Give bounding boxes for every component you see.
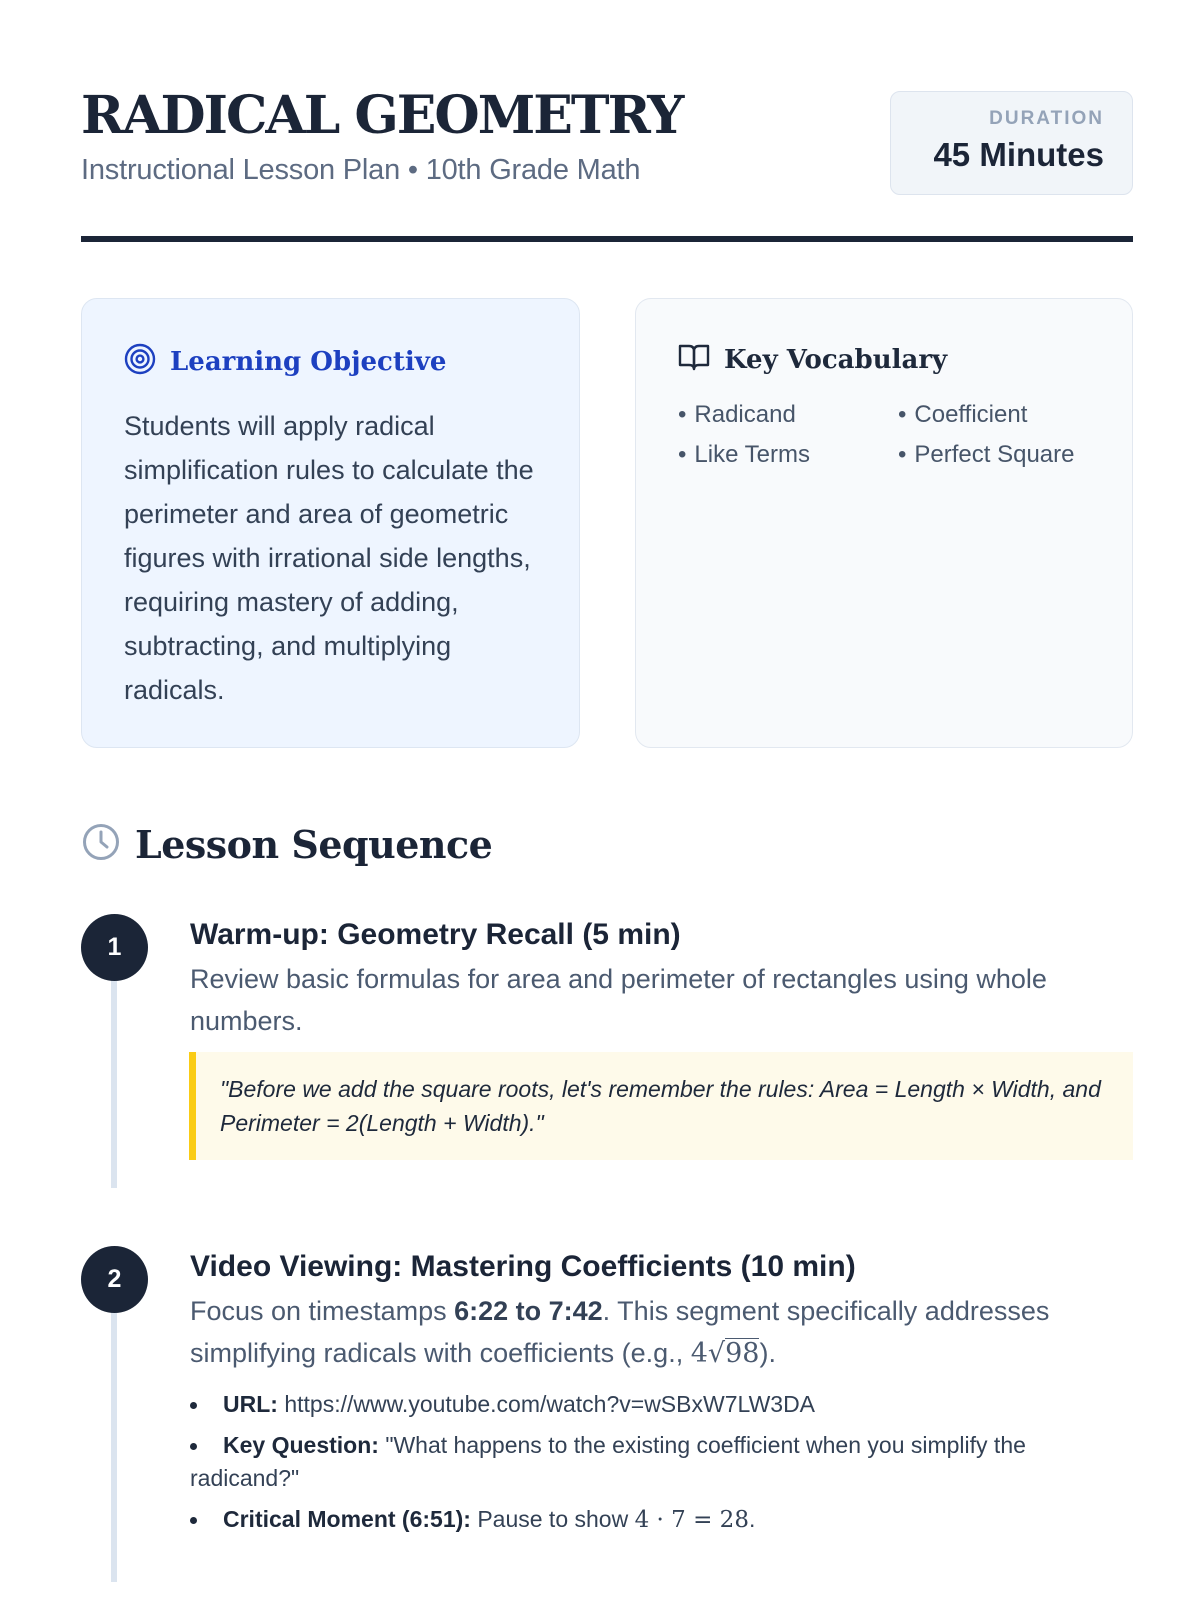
radical-expression: 4√98 <box>690 1338 760 1369</box>
page-title: RADICAL GEOMETRY <box>81 85 683 146</box>
video-url-link[interactable]: https://www.youtube.com/watch?v=wSBxW7LW3DA <box>284 1391 816 1417</box>
list-item <box>190 1429 1130 1495</box>
lesson-sequence-header <box>81 822 492 867</box>
duration-badge <box>890 91 1133 195</box>
book-icon <box>678 343 710 376</box>
desc-text: ). <box>759 1338 776 1368</box>
vocabulary-item: • Perfect Square <box>898 441 1098 469</box>
step-title: Warm-up: Geometry Recall (5 min) <box>190 918 681 951</box>
page-subtitle: Instructional Lesson Plan • 10th Grade Math <box>81 154 641 186</box>
key-vocabulary-card <box>635 298 1133 748</box>
teacher-quote: "Before we add the square roots, let's remember the rules: Area = Length × Width, and Perimeter = 2(Length + Width)." <box>189 1052 1133 1160</box>
list-item <box>190 1503 1130 1537</box>
timeline-connector <box>111 960 117 1188</box>
vocabulary-item: • Radicand <box>678 401 898 429</box>
critical-moment-text: Pause to show <box>477 1506 635 1532</box>
critical-moment-end: . <box>748 1506 756 1532</box>
vocabulary-list <box>678 401 1098 469</box>
step-number-badge: 1 <box>81 914 148 981</box>
math-expression: 4 · 7 = 28 <box>634 1507 749 1533</box>
learning-objective-title: Learning Objective <box>170 346 447 377</box>
desc-text: Focus on timestamps <box>190 1296 455 1326</box>
step-number-badge: 2 <box>81 1246 148 1313</box>
step-description: Review basic formulas for area and perimeter of rectangles using whole numbers. <box>190 964 1047 1036</box>
vocabulary-item: • Like Terms <box>678 441 898 469</box>
target-icon <box>124 343 156 380</box>
list-item <box>190 1388 1130 1421</box>
key-vocabulary-title: Key Vocabulary <box>724 344 948 375</box>
header-divider <box>81 236 1133 242</box>
learning-objective-text: Students will apply radical simplification rules to calculate the perimeter and area of geometric figures with irrational side lengths, requiring mastery of adding, subtracting, and multiplying radicals. <box>124 411 534 705</box>
radical-radicand: 98 <box>725 1338 760 1369</box>
critical-moment-label: Critical Moment (6:51): <box>223 1506 471 1532</box>
learning-objective-card <box>81 298 580 748</box>
duration-value: 45 Minutes <box>933 136 1104 173</box>
key-question-label: Key Question: <box>223 1432 379 1458</box>
key-question-text: "What happens to the existing coefficient when you simplify the radicand?" <box>190 1432 1026 1491</box>
page-header <box>81 84 1133 244</box>
url-label: URL: <box>223 1391 278 1417</box>
desc-text: . This segment specifically addresses simplifying radicals with coefficients (e.g., <box>190 1296 1050 1368</box>
lesson-sequence-title: Lesson Sequence <box>135 822 493 867</box>
timestamp-range: 6:22 to 7:42 <box>454 1296 603 1326</box>
radical-coefficient: 4 <box>690 1338 708 1369</box>
timeline-connector <box>111 1292 117 1582</box>
step-description <box>190 1290 1130 1375</box>
step-title: Video Viewing: Mastering Coefficients (10 min) <box>190 1250 856 1283</box>
clock-icon <box>81 822 121 867</box>
duration-label: DURATION <box>989 108 1104 129</box>
key-vocabulary-header <box>678 343 947 376</box>
vocabulary-item: • Coefficient <box>898 401 1098 429</box>
step-details-list <box>190 1388 1130 1545</box>
learning-objective-header <box>124 343 446 380</box>
